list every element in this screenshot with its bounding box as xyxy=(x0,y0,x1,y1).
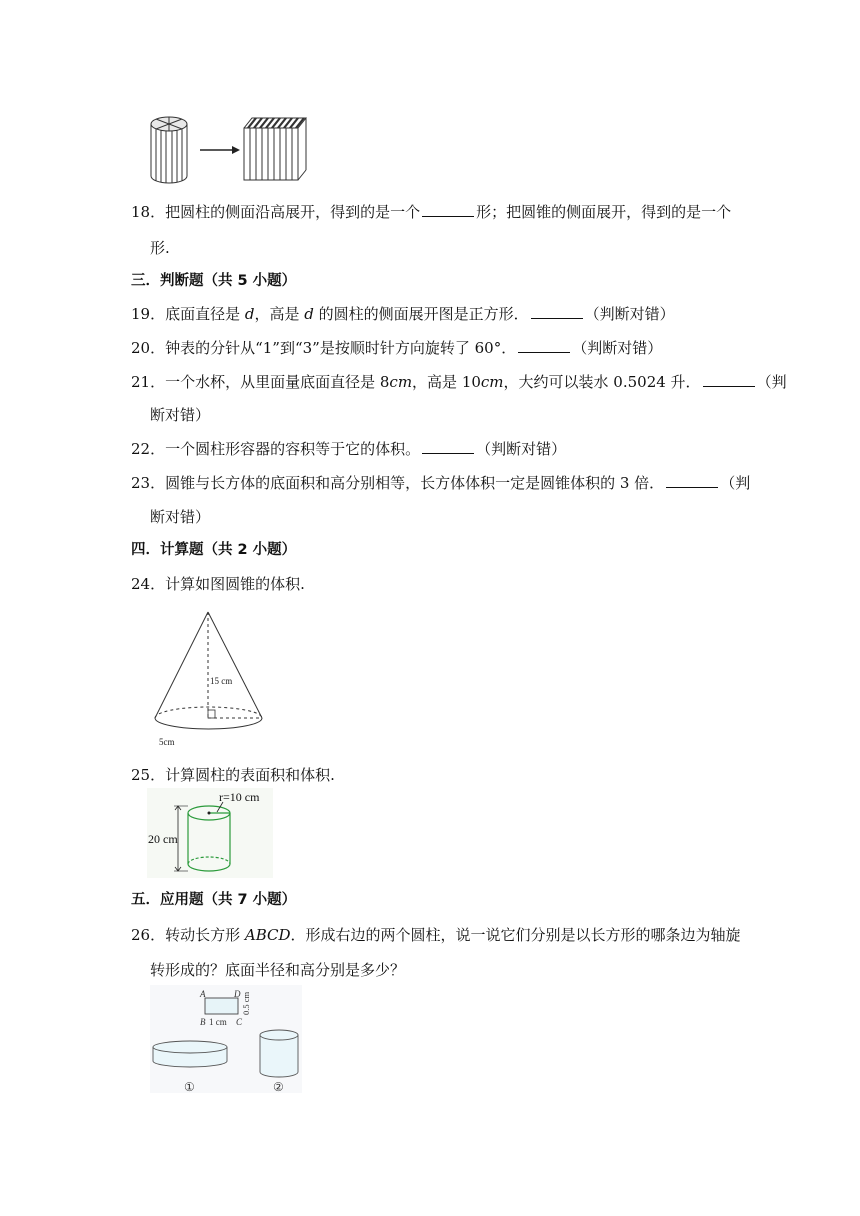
vertex-d-label: D xyxy=(234,989,241,999)
cone-height-label: 15 cm xyxy=(210,676,233,686)
question-23-continued: 断对错） xyxy=(150,508,211,526)
question-21-continued: 断对错） xyxy=(150,406,211,424)
question-19: 19．底面直径是 d，高是 d 的圆柱的侧面展开图是正方形． （判断对错） xyxy=(131,305,675,323)
cone-figure xyxy=(150,606,270,750)
cylinder-radius-label: r=10 cm xyxy=(219,790,260,804)
answer-blank[interactable] xyxy=(422,202,474,217)
tall-cylinder-icon xyxy=(260,1030,298,1077)
answer-blank[interactable] xyxy=(422,439,474,454)
cylinder-unroll-figure xyxy=(148,114,313,186)
rectangle-rotation-figure xyxy=(150,985,302,1093)
vertex-b-label: B xyxy=(200,1017,206,1027)
section-title-application: 五．应用题（共 7 小题） xyxy=(131,892,297,908)
cone-base-label: 5cm xyxy=(159,737,175,747)
cylinder-sliced-icon xyxy=(151,117,187,183)
question-26-continued: 转形成的？底面半径和高分别是多少？ xyxy=(150,961,406,979)
figure-2-label: ② xyxy=(273,1080,284,1093)
answer-blank[interactable] xyxy=(703,372,755,387)
answer-blank[interactable] xyxy=(518,338,570,353)
question-18-continued: 形. xyxy=(150,239,170,257)
question-number: 18． xyxy=(131,203,166,221)
cylinder-height-label: 20 cm xyxy=(148,832,178,846)
figure-1-label: ① xyxy=(184,1080,195,1093)
question-23: 23．圆锥与长方体的底面积和高分别相等，长方体体积一定是圆锥体积的 3 倍． （判 xyxy=(131,474,751,492)
question-25: 25．计算圆柱的表面积和体积. xyxy=(131,766,335,784)
rect-height-label: 0.5 cm xyxy=(241,991,251,1015)
question-24: 24．计算如图圆锥的体积. xyxy=(131,575,305,593)
answer-blank[interactable] xyxy=(666,473,718,488)
question-26: 26．转动长方形 ABCD．形成右边的两个圆柱，说一说它们分别是以长方形的哪条边为轴旋 xyxy=(131,926,741,944)
vertex-a-label: A xyxy=(200,989,206,999)
flat-cylinder-icon xyxy=(153,1041,227,1067)
question-20: 20．钟表的分针从“1”到“3”是按顺时针方向旋转了 60°． （判断对错） xyxy=(131,339,663,357)
vertex-c-label: C xyxy=(236,1017,243,1027)
question-22: 22．一个圆柱形容器的容积等于它的体积。 （判断对错） xyxy=(131,440,567,458)
unrolled-strips-icon xyxy=(244,118,306,180)
answer-blank[interactable] xyxy=(531,304,583,319)
arrow-right-icon xyxy=(200,146,240,154)
question-18: 18．把圆柱的侧面沿高展开，得到的是一个 形；把圆锥的侧面展开，得到的是一个 xyxy=(131,203,732,221)
cylinder-figure xyxy=(147,788,273,878)
rect-width-label: 1 cm xyxy=(209,1017,227,1027)
section-title-judgment: 三．判断题（共 5 小题） xyxy=(131,273,297,289)
question-21: 21．一个水杯，从里面量底面直径是 8cm，高是 10cm，大约可以装水 0.5024 升． （判 xyxy=(131,373,787,391)
section-title-calculation: 四．计算题（共 2 小题） xyxy=(131,542,297,558)
